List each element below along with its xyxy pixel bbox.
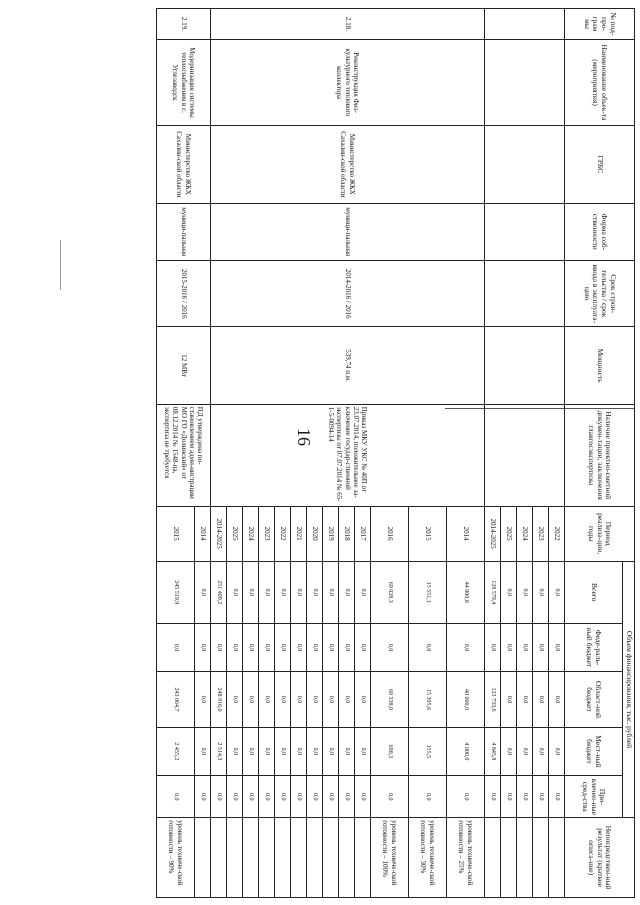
header-result: Непосредствен-ный результат (краткое описа-ние) [565, 818, 635, 898]
total-cell: 0,0 [259, 561, 275, 623]
regional-cell: 248 916,0 [211, 672, 227, 727]
local-cell: 0,0 [291, 727, 307, 776]
total-cell: 245 519,9 [157, 561, 195, 623]
prev-item-cell [485, 9, 565, 40]
header-federal: Феде-раль-ный бюджет [565, 623, 623, 672]
federal-cell: 0,0 [533, 623, 549, 672]
regional-cell: 68 338,0 [371, 672, 409, 727]
prev-item-cell [485, 203, 565, 260]
federal-cell: 0,0 [517, 623, 533, 672]
year-cell: 2025 [227, 506, 243, 561]
local-cell: 155,5 [409, 727, 447, 776]
header-name: Наименование объек-та (мероприятия) [565, 39, 635, 125]
item-name: Реконструкция Физ-культурного теплового коллектора [211, 39, 485, 125]
federal-cell: 0,0 [195, 623, 211, 672]
attracted-cell: 0,0 [259, 776, 275, 818]
total-cell: 0,0 [227, 561, 243, 623]
year-cell: 2014 [195, 506, 211, 561]
total-cell: 0,0 [307, 561, 323, 623]
item-docs: ПД утверждена по-становлением адми-нистрации МО ГО «Долинский» от 08.12.2014 № 1548-па, экспертиза не требуется [157, 404, 211, 506]
result-cell: уровень техниче-ской готовности – 90% [157, 818, 195, 898]
year-cell: 2023 [259, 506, 275, 561]
attracted-cell: 0,0 [157, 776, 195, 818]
attracted-cell: 0,0 [275, 776, 291, 818]
year-cell: 2022 [275, 506, 291, 561]
result-cell [355, 818, 371, 898]
total-cell: 44 000,0 [447, 561, 485, 623]
regional-cell: 15 395,6 [409, 672, 447, 727]
total-cell: 0,0 [243, 561, 259, 623]
federal-cell: 0,0 [323, 623, 339, 672]
attracted-cell: 0,0 [291, 776, 307, 818]
result-cell [259, 818, 275, 898]
regional-cell: 0,0 [339, 672, 355, 727]
total-cell: 15 551,1 [409, 561, 447, 623]
result-cell [227, 818, 243, 898]
total-cell: 0,0 [549, 561, 565, 623]
local-cell: 0,0 [259, 727, 275, 776]
attracted-cell: 0,0 [549, 776, 565, 818]
regional-cell: 0,0 [195, 672, 211, 727]
regional-cell: 0,0 [259, 672, 275, 727]
item-ownership: муници-пальная [211, 203, 485, 260]
local-cell: 0,0 [307, 727, 323, 776]
total-cell: 0,0 [355, 561, 371, 623]
attracted-cell: 0,0 [339, 776, 355, 818]
result-cell [195, 818, 211, 898]
attracted-cell: 0,0 [227, 776, 243, 818]
header-attracted: При-влечен-ные сред-ства [565, 776, 623, 818]
header-regional: Област-ной бюджет [565, 672, 623, 727]
item-term: 2014-2016 / 2016 [211, 261, 485, 327]
attracted-cell: 0,0 [243, 776, 259, 818]
local-cell: 0,0 [339, 727, 355, 776]
local-cell: 4 000,0 [447, 727, 485, 776]
federal-cell: 0,0 [501, 623, 517, 672]
federal-cell: 0,0 [227, 623, 243, 672]
federal-cell: 0,0 [243, 623, 259, 672]
federal-cell: 0,0 [447, 623, 485, 672]
item-number: 2.19. [157, 9, 211, 40]
item-capacity: 539,74 п.м. [211, 327, 485, 404]
header-local: Мест-ный бюджет [565, 727, 623, 776]
year-cell: 2015 [409, 506, 447, 561]
header-total: Всего [565, 561, 623, 623]
attracted-cell: 0,0 [533, 776, 549, 818]
prev-item-cell [485, 327, 565, 404]
result-cell: уровень техниче-ской готовности – 25% [447, 818, 485, 898]
regional-cell: 0,0 [307, 672, 323, 727]
total-cell: 69 028,3 [371, 561, 409, 623]
federal-cell: 0,0 [307, 623, 323, 672]
result-cell [485, 818, 501, 898]
federal-cell: 0,0 [157, 623, 195, 672]
federal-cell: 0,0 [485, 623, 501, 672]
year-cell: 2014-2025 [485, 506, 501, 561]
federal-cell: 0,0 [339, 623, 355, 672]
federal-cell: 0,0 [355, 623, 371, 672]
result-cell [323, 818, 339, 898]
prev-item-cell [485, 261, 565, 327]
year-cell: 2024 [517, 506, 533, 561]
local-cell: 0,0 [517, 727, 533, 776]
header-num: № под-про-грам мы [565, 9, 635, 40]
local-cell: 0,0 [275, 727, 291, 776]
rotated-page-content [75, 8, 635, 898]
total-cell: 0,0 [517, 561, 533, 623]
year-cell: 2019 [323, 506, 339, 561]
header-ownership: Форма соб-ственности [565, 203, 635, 260]
total-cell: 0,0 [195, 561, 211, 623]
header-period: Период реализа-ции, годы [565, 506, 635, 561]
attracted-cell: 0,0 [517, 776, 533, 818]
total-cell: 0,0 [291, 561, 307, 623]
result-cell [275, 818, 291, 898]
attracted-cell: 0,0 [323, 776, 339, 818]
attracted-cell: 0,0 [211, 776, 227, 818]
regional-cell: 123 733,6 [485, 672, 501, 727]
total-cell: 0,0 [339, 561, 355, 623]
result-cell [339, 818, 355, 898]
regional-cell: 243 064,7 [157, 672, 195, 727]
regional-cell: 0,0 [227, 672, 243, 727]
year-cell: 2015 [157, 506, 195, 561]
item-number: 2.18. [211, 9, 485, 40]
year-cell: 2022 [549, 506, 565, 561]
attracted-cell: 0,0 [485, 776, 501, 818]
federal-cell: 0,0 [409, 623, 447, 672]
federal-cell: 0,0 [291, 623, 307, 672]
federal-cell: 0,0 [549, 623, 565, 672]
federal-cell: 0,0 [259, 623, 275, 672]
result-cell [291, 818, 307, 898]
attracted-cell: 0,0 [307, 776, 323, 818]
local-cell: 0,0 [355, 727, 371, 776]
item-ownership: муници-пальная [157, 203, 211, 260]
header-docs: Наличие проектно-сметной докумен-тации, заключения главгосэкспертизы [565, 404, 635, 506]
year-cell: 2014-2025 [211, 506, 227, 561]
header-grbs: ГРБС [565, 126, 635, 203]
total-cell: 0,0 [275, 561, 291, 623]
header-funding-group: Объем финансирования, тыс. рублей [623, 561, 635, 818]
scan-artifact-line [60, 240, 61, 290]
regional-cell: 0,0 [549, 672, 565, 727]
item-capacity: 12 МВт [157, 327, 211, 404]
regional-cell: 0,0 [517, 672, 533, 727]
prev-item-cell [485, 39, 565, 125]
item-name: Модернизация системы теплоснабжения в с. Углезаводск [157, 39, 211, 125]
header-term: Срок строи-тельства / срок ввода в эксплуата-цию [565, 261, 635, 327]
result-cell [549, 818, 565, 898]
result-cell [243, 818, 259, 898]
prev-item-cell [485, 404, 565, 506]
local-cell: 0,0 [533, 727, 549, 776]
local-cell: 0,0 [243, 727, 259, 776]
local-cell: 0,0 [195, 727, 211, 776]
result-cell [517, 818, 533, 898]
local-cell: 0,0 [227, 727, 243, 776]
year-cell: 2017 [355, 506, 371, 561]
local-cell: 2 455,2 [157, 727, 195, 776]
attracted-cell: 0,0 [355, 776, 371, 818]
local-cell: 690,3 [371, 727, 409, 776]
year-cell: 2024 [243, 506, 259, 561]
attracted-cell: 0,0 [409, 776, 447, 818]
item-grbs: Министерство ЖКХ Сахалин-ской области [157, 126, 211, 203]
local-cell: 4 845,8 [485, 727, 501, 776]
attracted-cell: 0,0 [447, 776, 485, 818]
result-cell: уровень техниче-ской готовности – 100% [371, 818, 409, 898]
funding-table [156, 8, 635, 898]
header-capacity: Мощность [565, 327, 635, 404]
attracted-cell: 0,0 [371, 776, 409, 818]
year-cell: 2025 [501, 506, 517, 561]
local-cell: 0,0 [549, 727, 565, 776]
federal-cell: 0,0 [211, 623, 227, 672]
federal-cell: 0,0 [275, 623, 291, 672]
result-cell [211, 818, 227, 898]
result-cell [533, 818, 549, 898]
year-cell: 2018 [339, 506, 355, 561]
local-cell: 2 514,3 [211, 727, 227, 776]
attracted-cell: 0,0 [195, 776, 211, 818]
year-cell: 2020 [307, 506, 323, 561]
page-number: 16 [294, 428, 314, 446]
result-cell [501, 818, 517, 898]
regional-cell: 0,0 [501, 672, 517, 727]
year-cell: 2023 [533, 506, 549, 561]
prev-item-cell [485, 126, 565, 203]
regional-cell: 40 000,0 [447, 672, 485, 727]
total-cell: 251 409,2 [211, 561, 227, 623]
item-docs: Приказ МКУ УКС № 40П от 23.07.2014, положительное за-ключение государ-ственной экспертизы от 07.07.2014 № 65-1-5-0094-14 [211, 404, 485, 506]
regional-cell: 0,0 [323, 672, 339, 727]
item-grbs: Министерство ЖКХ Сахалин-ской области [211, 126, 485, 203]
total-cell: 0,0 [533, 561, 549, 623]
result-cell: уровень техниче-ской готовности – 30% [409, 818, 447, 898]
attracted-cell: 0,0 [501, 776, 517, 818]
regional-cell: 0,0 [275, 672, 291, 727]
local-cell: 0,0 [501, 727, 517, 776]
year-cell: 2016 [371, 506, 409, 561]
regional-cell: 0,0 [355, 672, 371, 727]
regional-cell: 0,0 [291, 672, 307, 727]
total-cell: 0,0 [323, 561, 339, 623]
item-term: 2015-2016 / 2016 [157, 261, 211, 327]
total-cell: 0,0 [501, 561, 517, 623]
local-cell: 0,0 [323, 727, 339, 776]
regional-cell: 0,0 [533, 672, 549, 727]
total-cell: 128 579,4 [485, 561, 501, 623]
year-cell: 2021 [291, 506, 307, 561]
federal-cell: 0,0 [371, 623, 409, 672]
regional-cell: 0,0 [243, 672, 259, 727]
year-cell: 2014 [447, 506, 485, 561]
result-cell [307, 818, 323, 898]
